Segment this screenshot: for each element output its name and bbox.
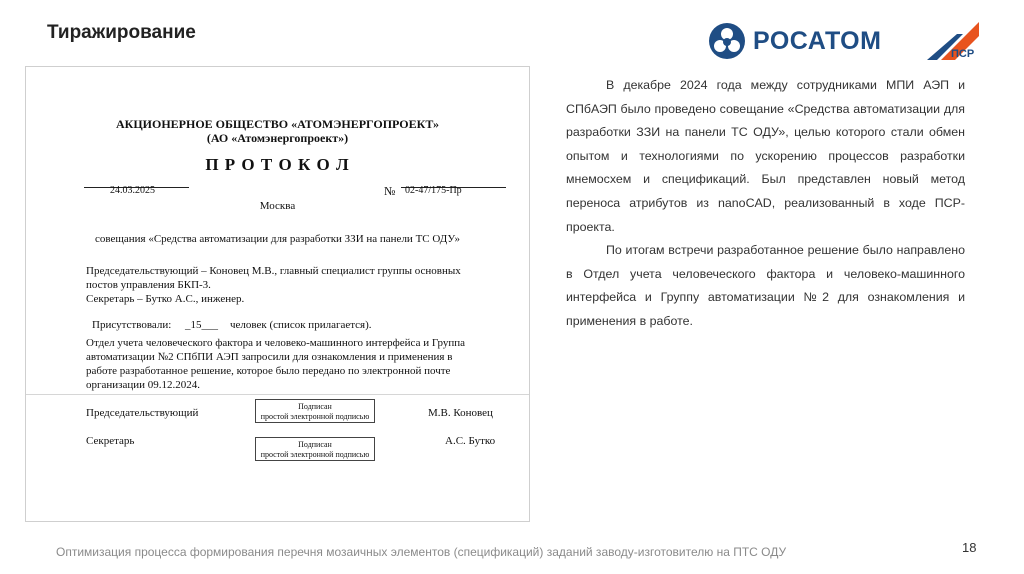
body-line: автоматизации №2 СПбПИ АЭП запросили для ознакомления и применения в <box>86 351 453 363</box>
description-text <box>566 74 965 334</box>
chair-name: М.В. Коновец <box>428 407 493 419</box>
chairman-line-2: постов управления БКП-3. <box>86 279 211 291</box>
rosatom-logo-text: РОСАТОМ <box>753 26 882 55</box>
doc-date: 24.03.2025 <box>110 185 155 196</box>
body-line: организации 09.12.2024. <box>86 379 201 391</box>
chair-role: Председательствующий <box>86 407 199 419</box>
doc-city: Москва <box>259 200 296 212</box>
slide-title: Тиражирование <box>47 22 196 43</box>
meeting-title: совещания «Средства автоматизации для разработки ЗЗИ на панели ТС ОДУ» <box>94 233 461 245</box>
protocol-document <box>25 66 530 522</box>
secretary-line: Секретарь – Бутко А.С., инженер. <box>86 293 245 305</box>
page-number: 18 <box>962 540 977 555</box>
document-page-break <box>26 394 529 395</box>
description-paragraph-2: По итогам встречи разработанное решение было направлено в Отдел учета человеческого фактора и человеко-машинного интерфейса и Группу автоматизации №2 для ознакомления и применения в работе. <box>566 243 965 328</box>
secretary-role: Секретарь <box>86 435 135 447</box>
rosatom-atom-icon <box>708 22 746 60</box>
present-count: _15___ <box>185 319 218 331</box>
psr-logo <box>927 22 979 60</box>
secretary-signature-stamp <box>255 437 375 461</box>
stamp-line-1: Подписан <box>298 402 332 411</box>
secretary-name: А.С. Бутко <box>445 435 496 447</box>
present-label: Присутствовали: <box>92 319 172 331</box>
present-rest: человек (список прилагается). <box>230 319 372 331</box>
doc-number-label: № <box>384 184 396 198</box>
stamp-line-1: Подписан <box>298 440 332 449</box>
stamp-line-2: простой электронной подписью <box>260 412 370 421</box>
stamp-line-2: простой электронной подписью <box>260 450 370 459</box>
psr-arrow-icon <box>927 22 979 60</box>
body-line: работе разработанное решение, которое было передано по электронной почте <box>86 365 451 377</box>
org-name: АКЦИОНЕРНОЕ ОБЩЕСТВО «АТОМЭНЕРГОПРОЕКТ» <box>115 117 440 131</box>
body-line: Отдел учета человеческого фактора и человеко-машинного интерфейса и Группа <box>86 337 466 349</box>
rosatom-logo <box>708 22 881 60</box>
chairman-line-1: Председательствующий – Коновец М.В., главный специалист группы основных <box>86 265 461 277</box>
slide-footer: Оптимизация процесса формирования перечня мозаичных элементов (спецификаций) заданий заводу-изготовителю на ПТС ОДУ <box>56 545 787 559</box>
description-paragraph-1: В декабре 2024 года между сотрудниками МПИ АЭП и СПбАЭП было проведено совещание «Средства автоматизации для разработки ЗЗИ на панели ТС ОДУ», целью которого стали обмен опытом и технологиями по ускорению процессов разработки мнемосхем и спецификаций. Был представлен новый метод переноса атрибутов из nanoCAD, реализованный в ходе ПСР-проекта. <box>566 78 965 234</box>
doc-type: П Р О Т О К О Л <box>205 155 350 174</box>
doc-number: 02-47/175-Пр <box>405 185 462 196</box>
chair-signature-stamp <box>255 399 375 423</box>
org-short-name: (АО «Атомэнергопроект») <box>206 131 349 145</box>
psr-logo-text: ПСР <box>951 48 975 60</box>
